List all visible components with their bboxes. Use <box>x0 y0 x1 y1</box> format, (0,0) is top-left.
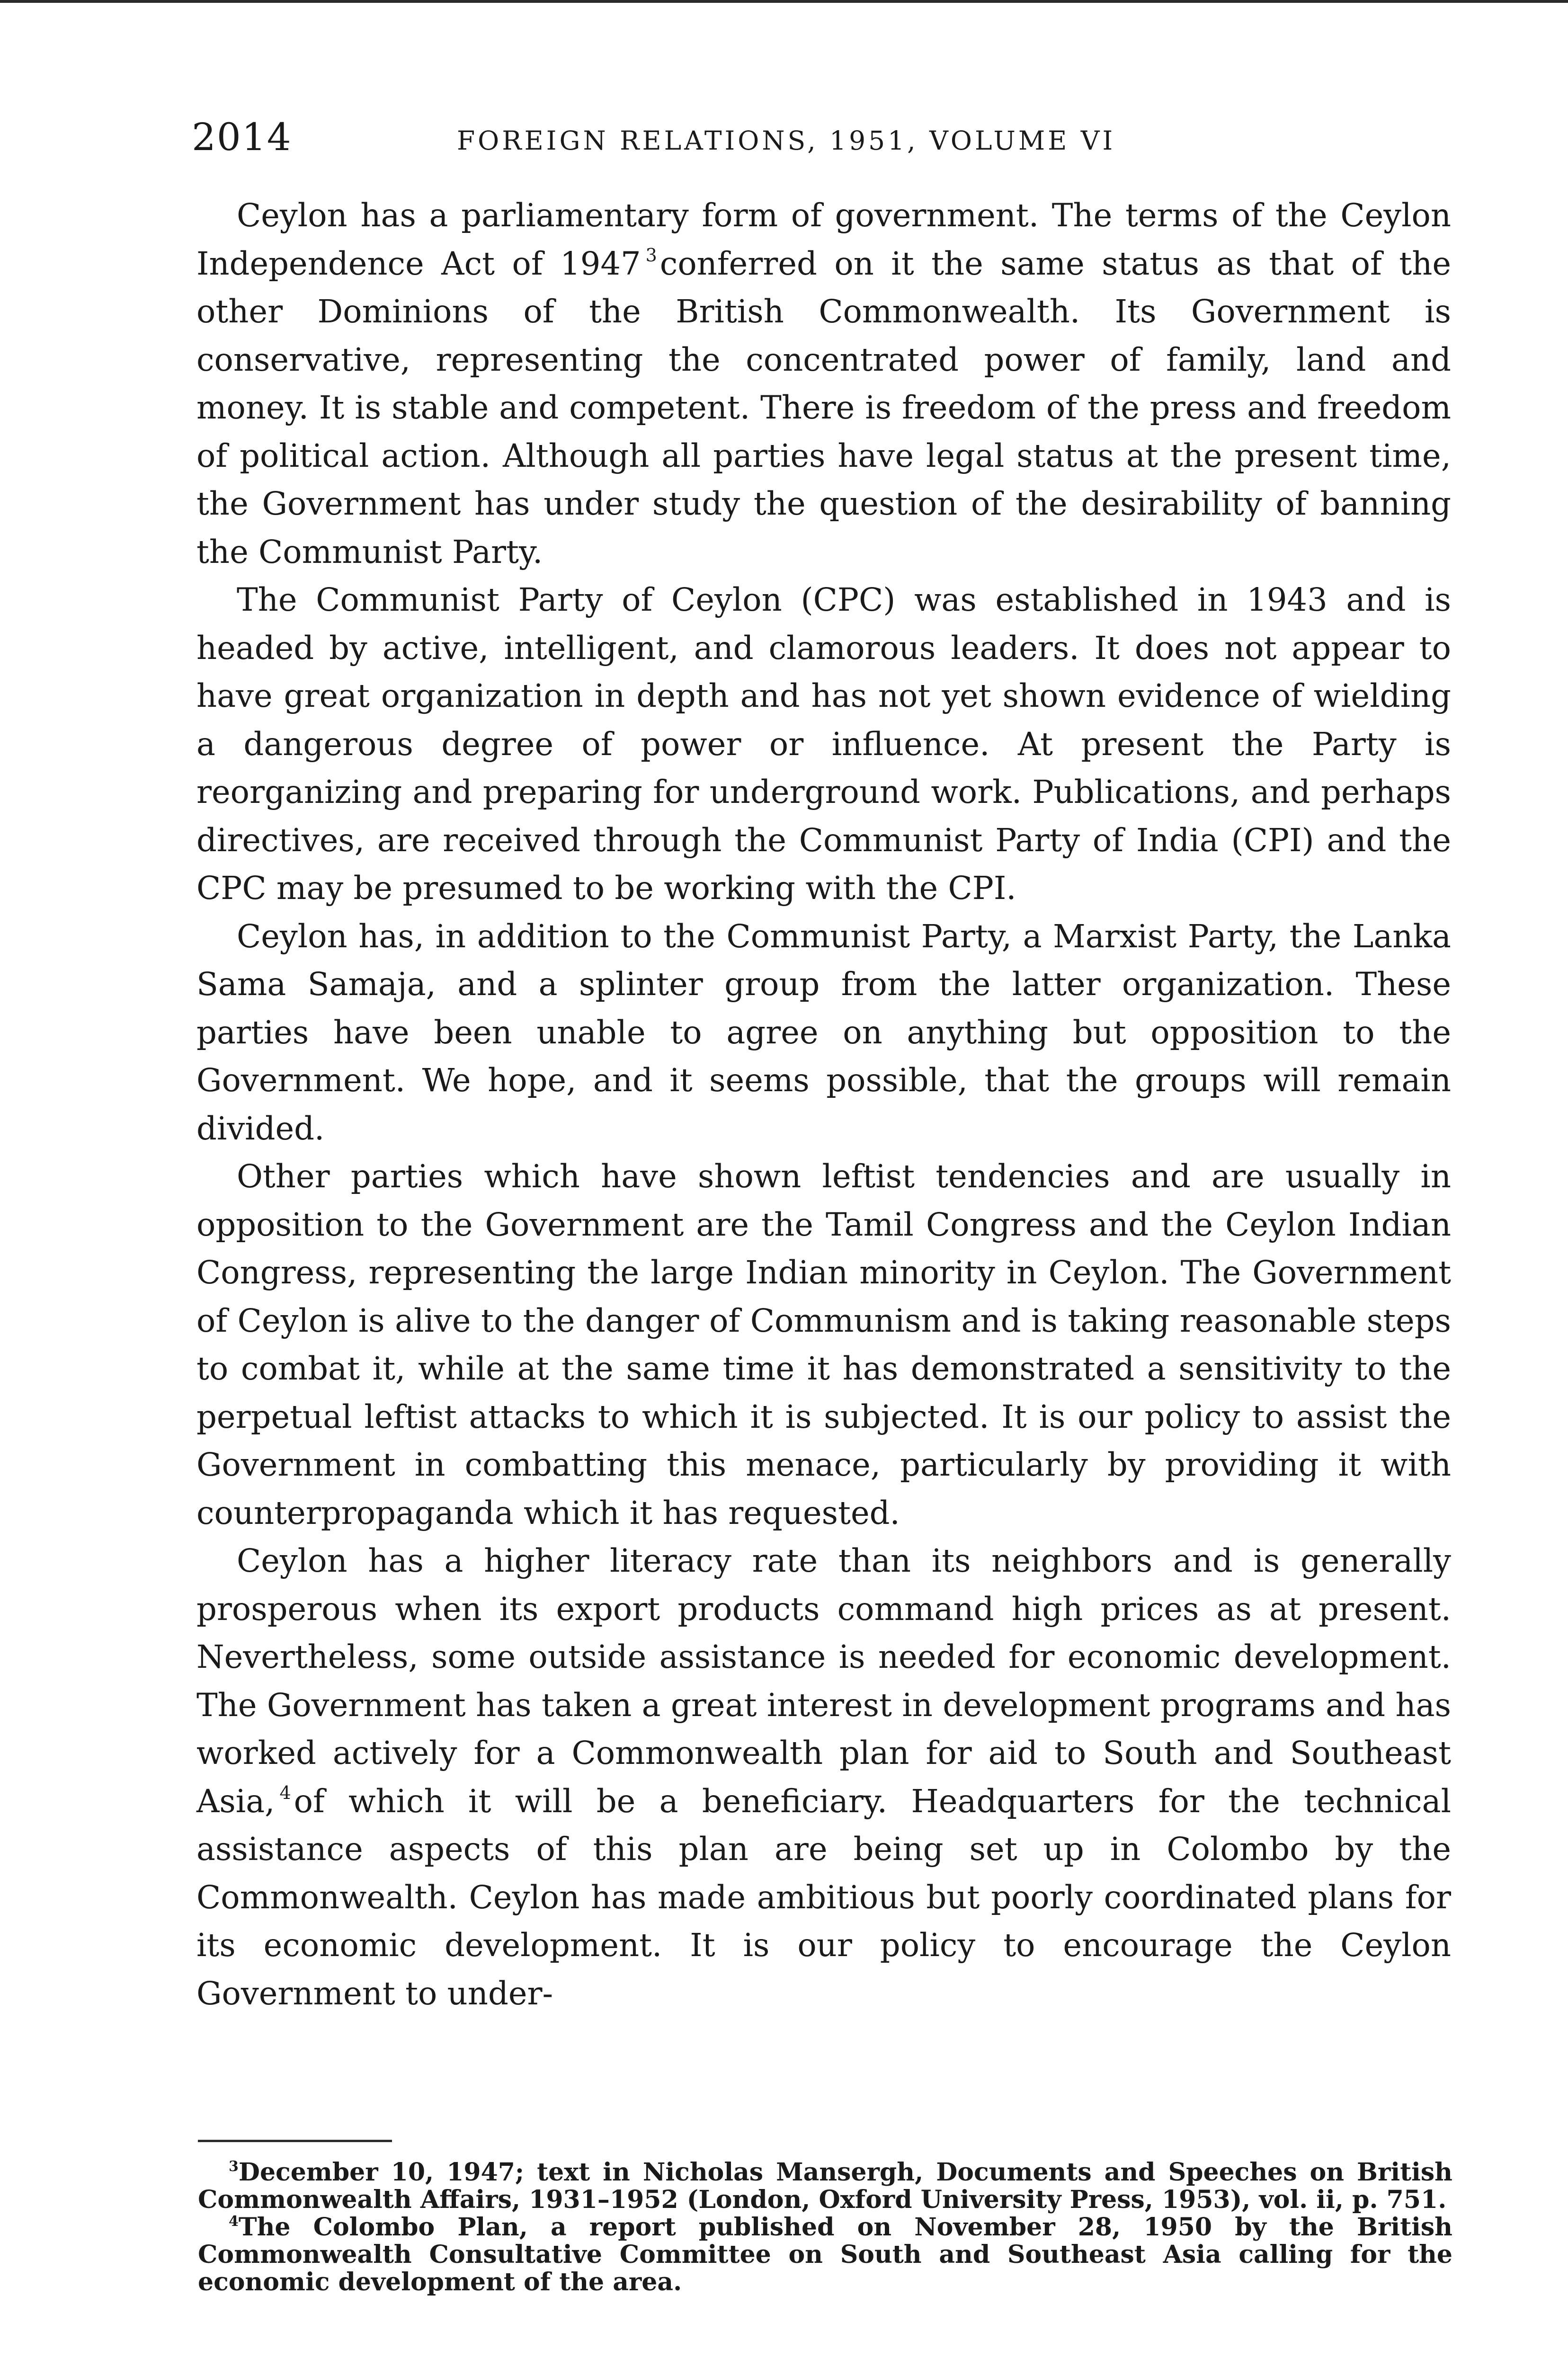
paragraph-other-parties: Other parties which have shown leftist tendencies and are usually in opposition to the Government are the Tamil Congress and the Ceylon Indian Congress, representing the large Indian minority in Ceylon. The Government of Ceylon is alive to the danger of Communism and is taking reasonable steps to combat it, while at the same time it has demonstrated a sensitivity to the perpetual leftist attacks to which it is subjected. It is our policy to assist the Government in combatting this menace, particularly by providing it with counterpropaganda which it has requested. <box>196 1158 1451 1531</box>
running-title: FOREIGN RELATIONS, 1951, VOLUME VI <box>457 125 1116 156</box>
footnote <box>198 2159 1452 2214</box>
footnote <box>198 2214 1452 2296</box>
paragraph-text: Ceylon has a parliamentary form of government. The terms of the Ceylon Independence Act of 1947 <box>196 197 1451 282</box>
footnote-marker: 3 <box>229 2158 239 2175</box>
paragraph-marxist-party: Ceylon has, in addition to the Communist Party, a Marxist Party, the Lanka Sama Samaja, and a splinter group from the latter organization. These parties have been unable to agree on anything but opposition to the Government. We hope, and it seems possible, that the groups will remain divided. <box>196 917 1451 1147</box>
running-head <box>192 114 1446 166</box>
paragraph-text: of which it will be a beneficiary. Headquarters for the technical assistance aspects of this plan are being set up in Colombo by the Commonwealth. Ceylon has made ambitious but poorly coordinated plans for its economic development. It is our policy to encourage the Ceylon Government to under- <box>196 1782 1451 2012</box>
footnote-text: December 10, 1947; text in Nicholas Mansergh, Documents and Speeches on British Commonwealth Affairs, 1931–1952 (London, Oxford University Press, 1953), vol. ii, p. 751. <box>198 2158 1452 2214</box>
footnote-separator <box>198 2140 392 2142</box>
page-number: 2014 <box>192 115 292 159</box>
footnote-text: The Colombo Plan, a report published on November 28, 1950 by the British Commonwealth Consultative Committee on South and Southeast Asia calling for the economic development of the area. <box>198 2213 1452 2296</box>
paragraph-text: Ceylon has a higher literacy rate than its neighbors and is generally prosperous when its export products command high prices as at present. Nevertheless, some outside assistance is needed for economic development. The Government has taken a great interest in development programs and has worked actively for a Commonwealth plan for aid to South and Southeast Asia, <box>196 1542 1451 1820</box>
paragraph-economy <box>196 1537 1451 2018</box>
footnote-reference: 4 <box>279 1782 291 1803</box>
footnotes <box>198 2159 1452 2296</box>
top-edge-rule <box>0 0 1568 3</box>
body-text <box>196 192 1451 2018</box>
footnote-reference: 3 <box>645 244 657 266</box>
paragraph-communist-party: The Communist Party of Ceylon (CPC) was established in 1943 and is headed by active, intelligent, and clamorous leaders. It does not appear to have great organization in depth and has not yet shown evidence of wielding a dangerous degree of power or influence. At present the Party is reorganizing and preparing for underground work. Publications, and perhaps directives, are received through the Communist Party of India (CPI) and the CPC may be presumed to be working with the CPI. <box>196 581 1451 907</box>
footnote-marker: 4 <box>229 2213 239 2230</box>
paragraph-constitution <box>196 192 1451 576</box>
paragraph-text: conferred on it the same status as that of the other Dominions of the British Commonwealth. Its Government is conservative, representing the concentrated power of family, land and money. It is stable and competent. There is freedom of the press and freedom of political action. Although all parties have legal status at the present time, the Government has under study the question of the desirability of banning the Communist Party. <box>196 245 1451 570</box>
